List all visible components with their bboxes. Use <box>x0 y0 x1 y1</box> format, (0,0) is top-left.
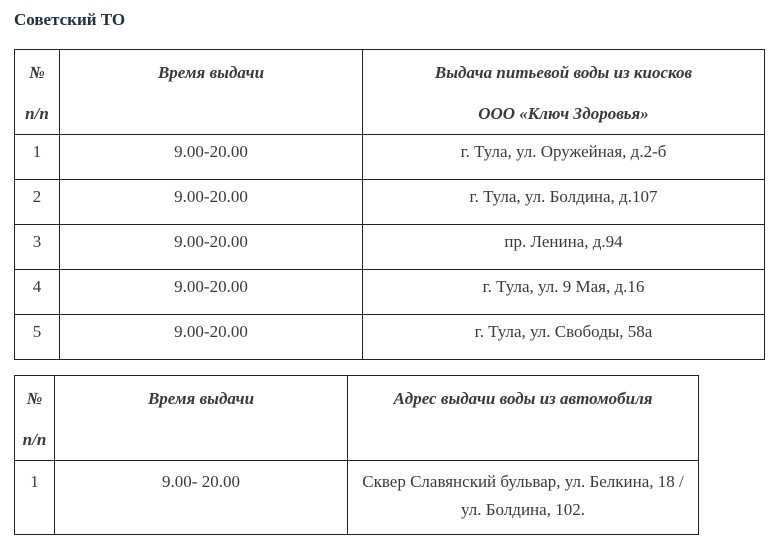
table-row <box>15 225 765 270</box>
number-header-abbr: п/п <box>22 430 47 449</box>
row-address: пр. Ленина, д.94 <box>363 225 765 270</box>
row-time: 9.00-20.00 <box>60 315 363 360</box>
row-number: 2 <box>15 180 60 225</box>
number-header-abbr: п/п <box>25 104 49 123</box>
time-column-header <box>55 376 348 461</box>
row-time: 9.00-20.00 <box>60 225 363 270</box>
kiosk-water-table <box>14 49 765 360</box>
section-heading: Советский ТО <box>14 10 126 29</box>
table-header-row <box>15 376 699 461</box>
row-time: 9.00-20.00 <box>60 270 363 315</box>
time-header-label: Время выдачи <box>147 389 255 408</box>
vehicle-water-table <box>14 375 699 535</box>
row-address: г. Тула, ул. Болдина, д.107 <box>363 180 765 225</box>
row-time: 9.00-20.00 <box>60 135 363 180</box>
table-header-row <box>15 50 765 135</box>
row-address: г. Тула, ул. Свободы, 58а <box>363 315 765 360</box>
row-address: Сквер Славянский бульвар, ул. Белкина, 18 / ул. Болдина, 102. <box>348 461 699 535</box>
row-address: г. Тула, ул. Оружейная, д.2-б <box>363 135 765 180</box>
row-number: 3 <box>15 225 60 270</box>
row-time: 9.00-20.00 <box>60 180 363 225</box>
table-row <box>15 270 765 315</box>
row-address: г. Тула, ул. 9 Мая, д.16 <box>363 270 765 315</box>
address-column-header <box>348 376 699 461</box>
number-header-symbol: № <box>26 389 43 408</box>
table-row <box>15 180 765 225</box>
place-column-header <box>363 50 765 135</box>
number-column-header <box>15 50 60 135</box>
row-number: 4 <box>15 270 60 315</box>
place-header-line-2: ООО «Ключ Здоровья» <box>478 104 649 123</box>
address-header-label: Адрес выдачи воды из автомобиля <box>393 389 653 408</box>
table-row <box>15 315 765 360</box>
number-header-symbol: № <box>29 63 45 82</box>
place-header-line-1: Выдача питьевой воды из киосков <box>434 63 693 82</box>
table-row <box>15 461 699 535</box>
table-row <box>15 135 765 180</box>
number-column-header <box>15 376 55 461</box>
row-number: 1 <box>15 461 55 535</box>
row-time: 9.00- 20.00 <box>55 461 348 535</box>
time-column-header <box>60 50 363 135</box>
row-number: 5 <box>15 315 60 360</box>
row-number: 1 <box>15 135 60 180</box>
time-header-label: Время выдачи <box>157 63 265 82</box>
